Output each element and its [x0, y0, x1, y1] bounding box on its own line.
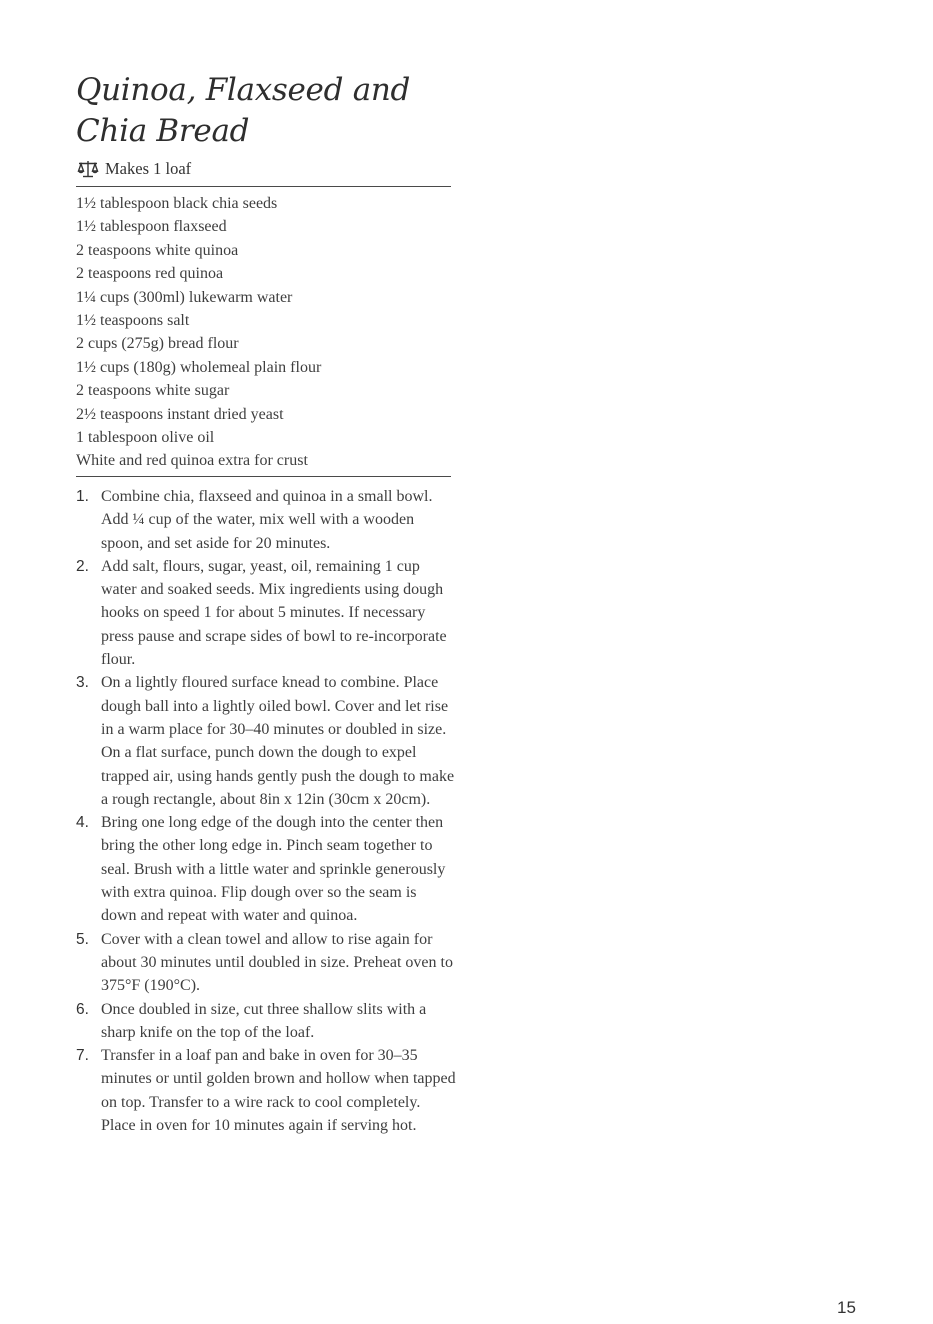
method-step	[76, 671, 456, 811]
ingredients-list	[76, 192, 321, 473]
step-text: On a lightly floured surface knead to combine. Place dough ball into a lightly oiled bowl. Cover and let rise in a warm place for 30–40 minutes or doubled in size. On a flat surface, punch down the dough to expel trapped air, using hands gently push the dough to make a rough rectangle, about 8in x 12in (30cm x 20cm).	[101, 674, 455, 808]
method-step	[76, 998, 456, 1045]
step-text: Combine chia, flaxseed and quinoa in a small bowl. Add ¼ cup of the water, mix well with a wooden spoon, and set aside for 20 minutes.	[101, 488, 433, 552]
step-number: 1.	[76, 488, 89, 505]
recipe-title-line-2: Chia Bread	[76, 113, 250, 149]
yield-text: Makes 1 loaf	[105, 159, 192, 178]
ingredient-item: White and red quinoa extra for crust	[76, 452, 308, 470]
recipe-title-line-1: Quinoa, Flaxseed and	[76, 72, 411, 108]
step-text: Transfer in a loaf pan and bake in oven for 30–35 minutes or until golden brown and hollow when tapped on top. Transfer to a wire rack to cool completely. Place in oven for 10 minutes again if serving hot.	[101, 1047, 456, 1135]
step-text: Bring one long edge of the dough into the center then bring the other long edge in. Pinch seam together to seal. Brush with a little water and sprinkle generously with extra quinoa. Flip dough over so the seam is down and repeat with water and quinoa.	[101, 814, 446, 925]
ingredient-item: 1½ teaspoons salt	[76, 312, 190, 330]
recipe-yield	[77, 157, 191, 181]
ingredient-item: 2 cups (275g) bread flour	[76, 335, 239, 353]
ingredient-item: 1¼ cups (300ml) lukewarm water	[76, 288, 293, 306]
step-text: Cover with a clean towel and allow to rise again for about 30 minutes until doubled in size. Preheat oven to 375°F (190°C).	[101, 930, 453, 995]
step-number: 6.	[76, 1000, 89, 1018]
recipe-title	[76, 70, 496, 152]
ingredient-item: 1½ tablespoon black chia seeds	[76, 195, 278, 212]
ingredient-item: 1½ tablespoon flaxseed	[76, 218, 227, 236]
step-number: 4.	[76, 814, 89, 832]
ingredient-item: 2½ teaspoons instant dried yeast	[76, 405, 284, 423]
method-step	[76, 928, 456, 998]
step-text: Once doubled in size, cut three shallow slits with a sharp knife on the top of the loaf.	[101, 1000, 427, 1041]
method-step	[76, 811, 456, 927]
ingredient-item: 1 tablespoon olive oil	[76, 429, 215, 447]
step-number: 5.	[76, 930, 89, 948]
ingredient-item: 1½ cups (180g) wholemeal plain flour	[76, 358, 322, 376]
step-number: 3.	[76, 674, 89, 692]
page-number: 15	[837, 1298, 856, 1317]
ingredients-bottom-divider	[76, 476, 451, 477]
ingredient-item: 2 teaspoons white sugar	[76, 382, 230, 400]
step-number: 7.	[76, 1047, 89, 1065]
ingredient-item: 2 teaspoons white quinoa	[76, 241, 239, 259]
method-steps-list	[76, 485, 456, 1137]
step-text: Add salt, flours, sugar, yeast, oil, remaining 1 cup water and soaked seeds. Mix ingredients using dough hooks on speed 1 for about 5 minutes. If necessary press pause and scrape sides of bowl to re-incorporate flour.	[101, 557, 447, 669]
method-step	[76, 555, 456, 671]
method-step	[76, 485, 456, 555]
ingredient-item: 2 teaspoons red quinoa	[76, 265, 224, 283]
step-number: 2.	[76, 557, 89, 575]
scale-icon	[77, 160, 99, 178]
ingredients-top-divider	[76, 186, 451, 187]
method-step	[76, 1044, 456, 1137]
